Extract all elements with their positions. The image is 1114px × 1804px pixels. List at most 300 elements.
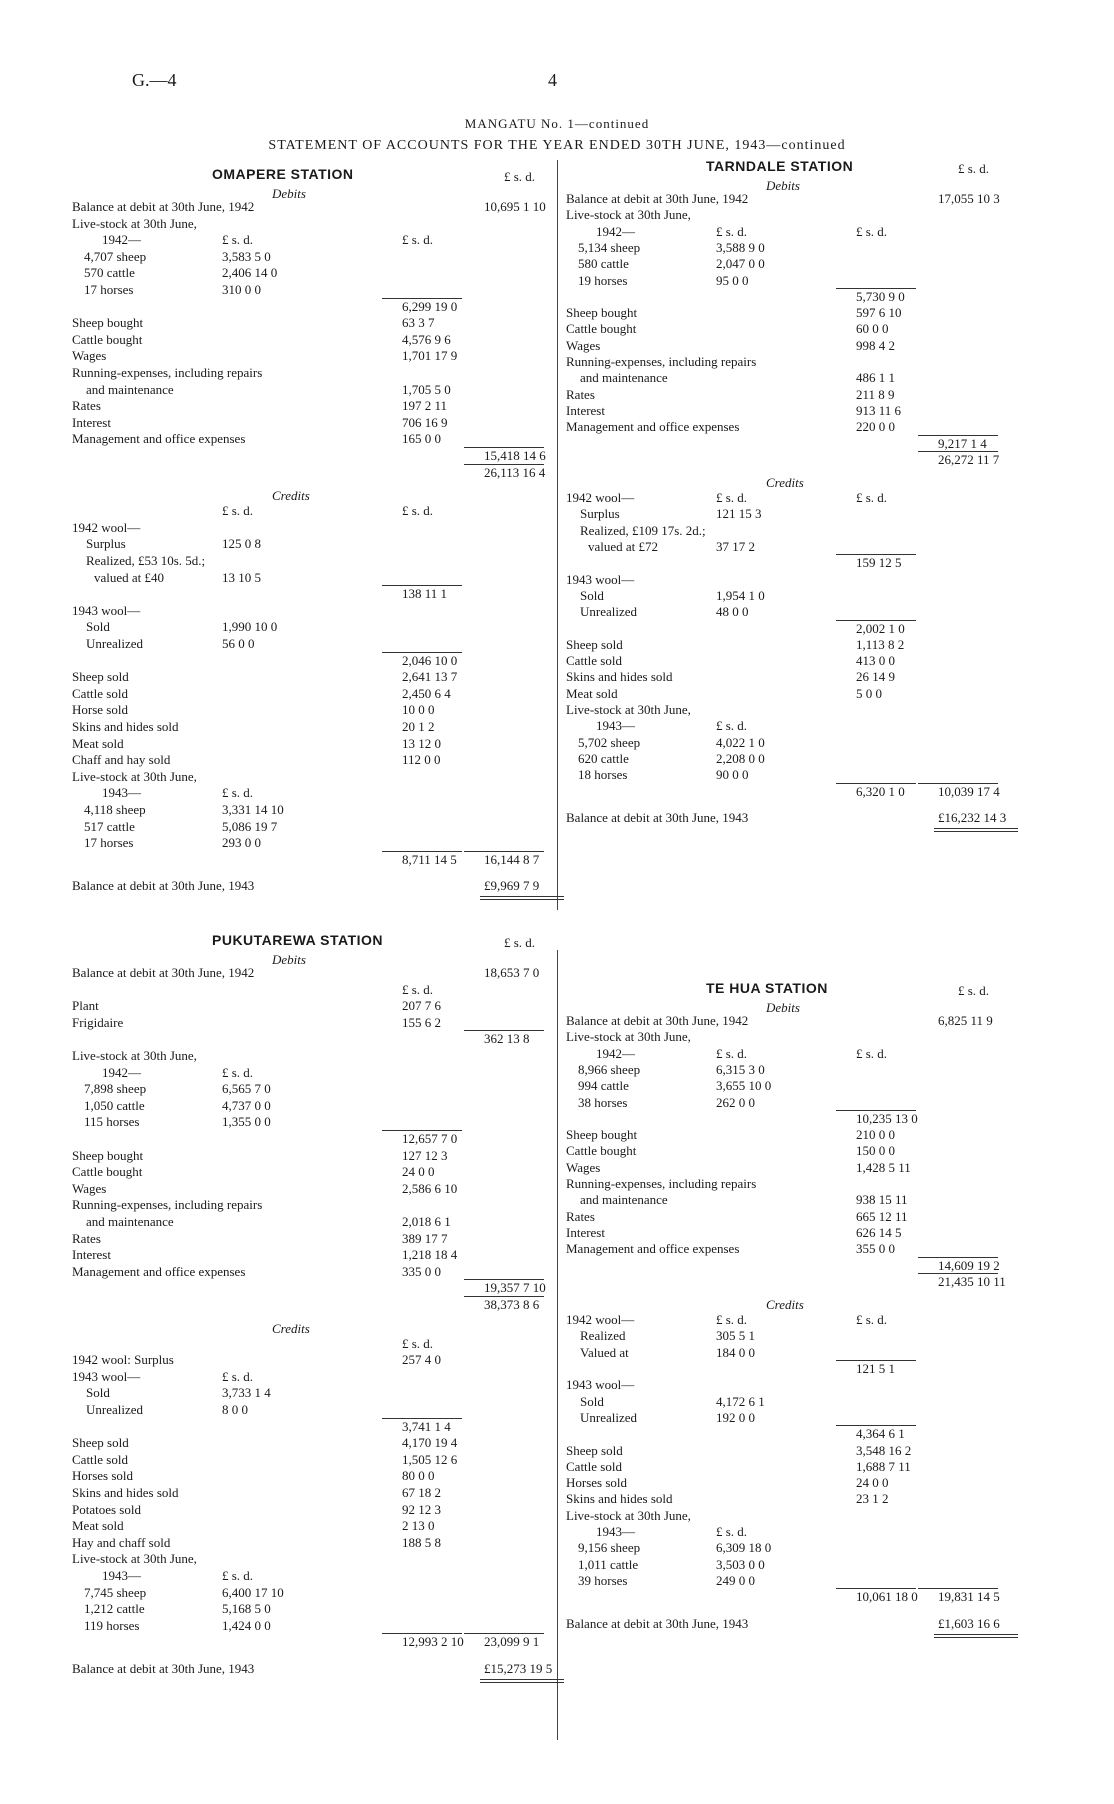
amount-cell: 3,548 16 2	[856, 1442, 912, 1458]
debit-row-label: Sheep bought	[566, 1127, 638, 1143]
debit-row-label: and maintenance	[86, 381, 174, 397]
credit-row-label: Live-stock at 30th June,	[566, 1507, 691, 1523]
debit-row-label: Wages	[566, 337, 601, 353]
amount-cell: 121 15 3	[716, 506, 762, 522]
amount-cell: 6,565 7 0	[222, 1081, 271, 1097]
amount-cell: 192 0 0	[716, 1409, 755, 1425]
credit-row-label: 9,156 sheep	[578, 1540, 641, 1556]
credits-heading: Credits	[272, 1320, 310, 1336]
amount-cell: 4,576 9 6	[402, 331, 451, 347]
credit-row-label: Sold	[580, 1393, 604, 1409]
credit-row-label: Cattle sold	[72, 685, 128, 701]
amount-cell: 150 0 0	[856, 1143, 895, 1159]
amount-cell: 17,055 10 3	[938, 191, 1000, 206]
amount-cell: £ s. d.	[222, 785, 254, 801]
omapere-statement	[72, 166, 552, 906]
amount-cell: £ s. d.	[716, 1045, 748, 1061]
debits-heading: Debits	[272, 186, 306, 201]
amount-cell: 13 10 5	[222, 569, 261, 585]
credit-row-label: 1943—	[102, 785, 141, 801]
page-number: 4	[548, 70, 557, 90]
lsd-heading: £ s. d.	[958, 161, 990, 176]
credit-row-label: Skins and hides sold	[72, 1485, 179, 1500]
credit-row-label: 119 horses	[84, 1617, 140, 1633]
credit-row-label: 39 horses	[578, 1572, 628, 1588]
credit-row-label: Horse sold	[72, 702, 128, 718]
credit-row-label: Cattle sold	[72, 1451, 128, 1467]
debit-row-label: 115 horses	[84, 1114, 140, 1130]
debit-row-label: 1942—	[102, 1064, 141, 1080]
amount-cell: 48 0 0	[716, 604, 749, 620]
debit-row-label: Sheep bought	[72, 315, 144, 331]
amount-cell: 2,046 10 0	[402, 652, 458, 668]
amount-cell: 1,954 1 0	[716, 587, 765, 603]
credit-row-label: Realized	[580, 1328, 626, 1344]
credit-row-label: Potatoes sold	[72, 1501, 141, 1517]
amount-cell: £ s. d.	[222, 232, 254, 248]
omapere-title: OMAPERE STATION	[212, 166, 354, 182]
amount-cell: 10,695 1 10	[484, 199, 546, 214]
debit-row-label: Interest	[566, 1224, 605, 1240]
credit-row-label: 7,745 sheep	[84, 1584, 147, 1600]
amount-cell: 5,730 9 0	[856, 288, 905, 304]
amount-cell: 6,315 3 0	[716, 1061, 765, 1077]
amount-cell: 389 17 7	[402, 1230, 448, 1246]
amount-cell: £ s. d.	[856, 223, 888, 239]
closing-balance-label: Balance at debit at 30th June, 1943	[566, 809, 749, 825]
amount-cell: 127 12 3	[402, 1147, 448, 1163]
credit-row-label: Meat sold	[566, 685, 618, 701]
amount-cell: 2,002 1 0	[856, 620, 905, 636]
closing-balance-label: Balance at debit at 30th June, 1943	[72, 878, 255, 894]
credit-row-label: Valued at	[580, 1344, 629, 1360]
debit-row-label: 17 horses	[84, 282, 134, 297]
amount-cell: 38,373 8 6	[484, 1297, 540, 1312]
debits-heading: Debits	[272, 952, 306, 967]
amount-cell: 220 0 0	[856, 419, 895, 435]
credit-row-label: 18 horses	[578, 767, 628, 783]
amount-cell: 112 0 0	[402, 752, 441, 768]
amount-cell: £ s. d.	[402, 232, 434, 248]
credit-row-label: 1943—	[596, 718, 635, 734]
amount-cell: 10,235 13 0	[856, 1110, 918, 1126]
debit-row-label: Balance at debit at 30th June, 1942	[72, 199, 255, 214]
amount-cell: 913 11 6	[856, 402, 902, 418]
debit-row-label: Rates	[566, 1208, 595, 1224]
credit-row-label: 517 cattle	[84, 818, 135, 834]
debit-row-label: Plant	[72, 998, 99, 1014]
amount-cell: 207 7 6	[402, 998, 441, 1014]
amount-cell: £ s. d.	[402, 503, 434, 519]
amount-cell: 305 5 1	[716, 1328, 755, 1344]
debit-row-label: Running-expenses, including repairs	[72, 365, 263, 380]
amount-cell: 6,320 1 0	[856, 783, 905, 799]
credit-row-label: Surplus	[580, 506, 620, 522]
amount-cell: 20 1 2	[402, 719, 435, 734]
amount-cell: £ s. d.	[222, 1064, 254, 1080]
column-divider-top	[557, 160, 558, 910]
debit-row-label: Rates	[566, 386, 595, 402]
amount-cell: 10 0 0	[402, 702, 435, 718]
amount-cell: 310 0 0	[222, 282, 261, 297]
amount-cell: £ s. d.	[716, 1524, 748, 1539]
debit-row-label: Balance at debit at 30th June, 1942	[72, 965, 255, 980]
debit-row-label: Rates	[72, 398, 101, 414]
amount-cell: 1,428 5 11	[856, 1159, 911, 1175]
debit-row-label: Rates	[72, 1230, 101, 1246]
amount-cell: 5 0 0	[856, 685, 882, 701]
amount-cell: 14,609 19 2	[938, 1257, 1000, 1273]
amount-cell: 6,400 17 10	[222, 1584, 284, 1600]
debit-row-label: Frigidaire	[72, 1014, 124, 1030]
amount-cell: 5,168 5 0	[222, 1601, 271, 1617]
amount-cell: 6,309 18 0	[716, 1540, 772, 1556]
debit-row-label: Cattle bought	[566, 321, 637, 337]
credit-row-label: Sold	[86, 619, 110, 635]
debit-row-label: Wages	[72, 1180, 107, 1196]
tarndale-title: TARNDALE STATION	[706, 158, 854, 174]
amount-cell: 2 13 0	[402, 1518, 435, 1534]
amount-cell: 1,688 7 11	[856, 1458, 911, 1474]
amount-cell: 2,018 6 1	[402, 1214, 451, 1229]
amount-cell: 2,406 14 0	[222, 265, 278, 281]
credit-row-label: Sheep sold	[566, 1442, 623, 1458]
amount-cell: £ s. d.	[716, 718, 748, 734]
debit-row-label: Sheep bought	[566, 305, 638, 321]
debit-row-label: 580 cattle	[578, 256, 629, 272]
debit-row-label: Interest	[566, 402, 605, 418]
page-section-code: G.—4	[132, 70, 177, 90]
amount-cell: 165 0 0	[402, 431, 441, 447]
amount-cell: 210 0 0	[856, 1127, 895, 1143]
amount-cell: 2,047 0 0	[716, 256, 765, 272]
debit-row-label: Interest	[72, 1247, 111, 1263]
amount-cell: 18,653 7 0	[484, 965, 540, 980]
amount-cell: 1,218 18 4	[402, 1247, 458, 1263]
credit-row-label: Skins and hides sold	[566, 669, 673, 685]
tehua-title: TE HUA STATION	[706, 980, 828, 996]
amount-cell: 3,331 14 10	[222, 802, 284, 817]
credit-row-label: Realized, £53 10s. 5d.;	[86, 553, 206, 568]
debit-row-label: 1942—	[596, 223, 635, 239]
credit-row-label: 1942 wool—	[566, 490, 635, 506]
debit-row-label: 5,134 sheep	[578, 239, 641, 255]
amount-cell: 4,022 1 0	[716, 734, 765, 750]
amount-cell: 626 14 5	[856, 1224, 902, 1240]
credit-row-label: Skins and hides sold	[566, 1491, 673, 1507]
debit-row-label: 19 horses	[578, 272, 628, 288]
debit-row-label: and maintenance	[580, 370, 668, 386]
debit-row-label: Wages	[566, 1159, 601, 1175]
tarndale-statement	[566, 158, 1046, 898]
amount-cell: 597 6 10	[856, 305, 902, 321]
amount-cell: £ s. d.	[222, 1568, 254, 1583]
debit-row-label: Live-stock at 30th June,	[566, 1029, 691, 1045]
debit-row-label: Management and office expenses	[72, 1263, 246, 1279]
amount-cell: 1,701 17 9	[402, 348, 458, 364]
amount-cell: £ s. d.	[716, 490, 748, 506]
amount-cell: 8 0 0	[222, 1402, 248, 1417]
amount-cell: 26,272 11 7	[938, 451, 1000, 467]
amount-cell: £ s. d.	[856, 1312, 888, 1328]
amount-cell: 2,586 6 10	[402, 1180, 458, 1196]
amount-cell: 12,993 2 10	[402, 1634, 464, 1650]
credit-row-label: 5,702 sheep	[578, 734, 641, 750]
debit-row-label: and maintenance	[580, 1192, 668, 1208]
debit-row-label: Live-stock at 30th June,	[72, 215, 197, 231]
amount-cell: 2,450 6 4	[402, 685, 451, 701]
amount-cell: 9,217 1 4	[938, 435, 987, 451]
debit-row-label: Cattle bought	[72, 331, 143, 347]
credit-row-label: 1943 wool—	[72, 602, 141, 618]
debit-row-label: 1,050 cattle	[84, 1097, 145, 1113]
credits-heading: Credits	[766, 475, 804, 491]
closing-balance-amount: £1,603 16 6	[938, 1615, 1000, 1631]
amount-cell: 4,364 6 1	[856, 1426, 905, 1442]
debit-row-label: Running-expenses, including repairs	[566, 354, 757, 369]
credit-row-label: Horses sold	[566, 1475, 628, 1491]
amount-cell: 1,355 0 0	[222, 1114, 271, 1130]
debit-row-label: 8,966 sheep	[578, 1061, 641, 1077]
amount-cell: £ s. d.	[856, 490, 888, 506]
credit-row-label: Sheep sold	[566, 636, 623, 652]
amount-cell: 26 14 9	[856, 669, 895, 685]
amount-cell: 355 0 0	[856, 1241, 895, 1257]
amount-cell: 4,172 6 1	[716, 1393, 765, 1409]
closing-balance-amount: £15,273 19 5	[484, 1661, 553, 1676]
amount-cell: 8,711 14 5	[402, 851, 457, 867]
closing-balance-label: Balance at debit at 30th June, 1943	[566, 1615, 749, 1631]
amount-cell: 2,641 13 7	[402, 669, 458, 685]
amount-cell: 3,733 1 4	[222, 1385, 271, 1401]
amount-cell: 10,039 17 4	[938, 783, 1000, 799]
debit-row-label: Wages	[72, 348, 107, 364]
amount-cell: 6,299 19 0	[402, 298, 458, 314]
amount-cell: 335 0 0	[402, 1263, 441, 1279]
credit-row-label: 1943 wool—	[566, 571, 635, 587]
credit-row-label: Sold	[580, 587, 604, 603]
credit-row-label: 1943—	[596, 1524, 635, 1539]
amount-cell: £ s. d.	[856, 1045, 888, 1061]
amount-cell: 262 0 0	[716, 1094, 755, 1110]
debit-row-label: Running-expenses, including repairs	[72, 1197, 263, 1213]
amount-cell: 19,357 7 10	[484, 1280, 546, 1296]
amount-cell: 10,061 18 0	[856, 1589, 918, 1605]
double-rule	[934, 828, 1018, 829]
amount-cell: 2,208 0 0	[716, 750, 765, 766]
amount-cell: £ s. d.	[716, 1312, 748, 1328]
debit-row-label: Balance at debit at 30th June, 1942	[566, 1013, 749, 1028]
debit-row-label: Running-expenses, including repairs	[566, 1176, 757, 1191]
credit-row-label: Meat sold	[72, 1518, 124, 1534]
statement-title: STATEMENT OF ACCOUNTS FOR THE YEAR ENDED 30TH JUNE, 1943—continued	[268, 138, 846, 153]
amount-cell: 5,086 19 7	[222, 818, 278, 834]
credit-row-label: Live-stock at 30th June,	[72, 768, 197, 784]
debit-row-label: Sheep bought	[72, 1147, 144, 1163]
debit-row-label: Management and office expenses	[72, 431, 246, 447]
amount-cell: 23,099 9 1	[484, 1634, 540, 1650]
amount-cell: 211 8 9	[856, 386, 895, 402]
debit-row-label: Live-stock at 30th June,	[566, 207, 691, 223]
amount-cell: 3,655 10 0	[716, 1078, 772, 1094]
pukutarewa-statement	[72, 932, 552, 1752]
credit-row-label: Cattle sold	[566, 1458, 622, 1474]
credit-row-label: 1943 wool—	[72, 1368, 141, 1384]
credit-row-label: 1942 wool: Surplus	[72, 1352, 174, 1368]
amount-cell: 24 0 0	[856, 1475, 889, 1491]
amount-cell: 293 0 0	[222, 835, 261, 851]
credit-row-label: 1942 wool—	[566, 1312, 635, 1328]
debit-row-label: Live-stock at 30th June,	[72, 1048, 197, 1063]
credit-row-label: 17 horses	[84, 835, 134, 851]
amount-cell: 92 12 3	[402, 1501, 441, 1517]
amount-cell: 197 2 11	[402, 398, 448, 414]
amount-cell: 125 0 8	[222, 536, 261, 552]
debit-row-label: 570 cattle	[84, 265, 135, 281]
amount-cell: 15,418 14 6	[484, 448, 546, 463]
debit-row-label: Balance at debit at 30th June, 1942	[566, 191, 749, 206]
credit-row-label: Unrealized	[86, 1402, 144, 1417]
amount-cell: 665 12 11	[856, 1208, 908, 1224]
amount-cell: 1,424 0 0	[222, 1617, 271, 1633]
debit-row-label: Cattle bought	[72, 1164, 143, 1180]
credit-row-label: Live-stock at 30th June,	[566, 702, 691, 717]
amount-cell: 37 17 2	[716, 539, 755, 554]
credit-row-label: Live-stock at 30th June,	[72, 1551, 197, 1567]
closing-balance-label: Balance at debit at 30th June, 1943	[72, 1661, 255, 1676]
amount-cell: 1,113 8 2	[856, 636, 905, 652]
lsd-heading: £ s. d.	[958, 983, 990, 998]
debit-row-label: Interest	[72, 414, 111, 430]
amount-cell: 3,741 1 4	[402, 1418, 451, 1434]
amount-cell: 21,435 10 11	[938, 1273, 1006, 1289]
amount-cell: 26,113 16 4	[484, 464, 546, 480]
debit-row-label: and maintenance	[86, 1214, 174, 1229]
debit-row-label: 4,707 sheep	[84, 248, 147, 264]
credit-row-label: Horses sold	[72, 1468, 134, 1484]
amount-cell: 56 0 0	[222, 636, 255, 651]
double-rule	[480, 896, 564, 897]
credit-row-label: Skins and hides sold	[72, 719, 179, 734]
debit-row-label: 38 horses	[578, 1094, 628, 1110]
amount-cell: 184 0 0	[716, 1344, 755, 1360]
pukutarewa-title: PUKUTAREWA STATION	[212, 932, 384, 948]
amount-cell: 90 0 0	[716, 767, 749, 783]
amount-cell: £ s. d.	[716, 223, 748, 239]
amount-cell: 1,505 12 6	[402, 1451, 458, 1467]
credit-row-label: Sheep sold	[72, 1435, 129, 1451]
credit-row-label: 1943 wool—	[566, 1377, 635, 1393]
amount-cell: 3,588 9 0	[716, 239, 765, 255]
double-rule	[934, 1634, 1018, 1635]
amount-cell: 362 13 8	[484, 1031, 530, 1047]
credit-row-label: Sold	[86, 1385, 110, 1401]
debit-row-label: 994 cattle	[578, 1078, 629, 1094]
credit-row-label: Meat sold	[72, 735, 124, 751]
lsd-heading: £ s. d.	[504, 935, 536, 950]
debit-row-label: 7,898 sheep	[84, 1081, 147, 1097]
amount-cell: 16,144 8 7	[484, 851, 540, 867]
credit-row-label: 1,212 cattle	[84, 1601, 145, 1617]
credit-row-label: Sheep sold	[72, 669, 129, 685]
amount-cell: 938 15 11	[856, 1192, 908, 1208]
closing-balance-amount: £16,232 14 3	[938, 809, 1007, 825]
debit-row-label: Management and office expenses	[566, 419, 740, 435]
credit-row-label: Unrealized	[580, 1409, 638, 1425]
double-rule	[480, 899, 564, 900]
amount-cell: 6,825 11 9	[938, 1013, 993, 1028]
amount-cell: 3,503 0 0	[716, 1556, 765, 1572]
amount-cell: 257 4 0	[402, 1352, 441, 1368]
amount-cell: 1,990 10 0	[222, 619, 278, 635]
amount-cell: 998 4 2	[856, 337, 895, 353]
amount-cell: 60 0 0	[856, 321, 889, 337]
credit-row-label: 1943—	[102, 1568, 141, 1583]
amount-cell: £ s. d.	[402, 981, 434, 997]
amount-cell: 4,170 19 4	[402, 1435, 458, 1451]
amount-cell: 4,737 0 0	[222, 1097, 271, 1113]
credit-row-label: 1942 wool—	[72, 519, 141, 535]
credit-row-label: Hay and chaff sold	[72, 1534, 171, 1550]
credit-row-label: valued at £72	[588, 539, 659, 554]
amount-cell: 188 5 8	[402, 1534, 441, 1550]
amount-cell: 1,705 5 0	[402, 381, 451, 397]
amount-cell: 159 12 5	[856, 555, 902, 571]
credits-heading: Credits	[766, 1297, 804, 1313]
credit-row-label: valued at £40	[94, 569, 165, 585]
document-title: MANGATU No. 1—continued	[464, 116, 650, 131]
credit-row-label: Cattle sold	[566, 653, 622, 669]
credit-row-label: Chaff and hay sold	[72, 752, 171, 768]
amount-cell: 24 0 0	[402, 1164, 435, 1180]
amount-cell: 19,831 14 5	[938, 1589, 1000, 1605]
credit-row-label: Surplus	[86, 536, 126, 552]
closing-balance-amount: £9,969 7 9	[484, 878, 540, 894]
credits-heading: Credits	[272, 488, 310, 504]
debit-row-label: Management and office expenses	[566, 1241, 740, 1257]
amount-cell: 12,657 7 0	[402, 1131, 458, 1146]
lsd-heading: £ s. d.	[504, 169, 536, 184]
amount-cell: 23 1 2	[856, 1491, 889, 1507]
credit-row-label: Unrealized	[580, 604, 638, 620]
amount-cell: 63 3 7	[402, 315, 435, 331]
amount-cell: 706 16 9	[402, 414, 448, 430]
credit-row-label: 1,011 cattle	[578, 1556, 639, 1572]
amount-cell: 249 0 0	[716, 1572, 755, 1588]
credit-row-label: 620 cattle	[578, 750, 629, 766]
credit-row-label: Unrealized	[86, 636, 144, 651]
amount-cell: 486 1 1	[856, 370, 895, 386]
credit-row-label: Realized, £109 17s. 2d.;	[580, 522, 706, 538]
double-rule	[480, 1679, 564, 1680]
double-rule	[934, 831, 1018, 832]
credit-row-label: 4,118 sheep	[84, 802, 146, 817]
debit-row-label: 1942—	[102, 232, 141, 248]
debits-heading: Debits	[766, 1000, 800, 1015]
amount-cell: £ s. d.	[222, 1368, 254, 1384]
amount-cell: 95 0 0	[716, 272, 749, 288]
amount-cell: £ s. d.	[402, 1335, 434, 1351]
amount-cell: 121 5 1	[856, 1361, 895, 1376]
amount-cell: 138 11 1	[402, 586, 448, 602]
tehua-statement	[566, 980, 1046, 1760]
double-rule	[934, 1637, 1018, 1638]
amount-cell: 413 0 0	[856, 653, 895, 669]
amount-cell: 80 0 0	[402, 1468, 435, 1484]
amount-cell: 13 12 0	[402, 735, 441, 751]
amount-cell: £ s. d.	[222, 503, 254, 519]
amount-cell: 155 6 2	[402, 1014, 441, 1030]
